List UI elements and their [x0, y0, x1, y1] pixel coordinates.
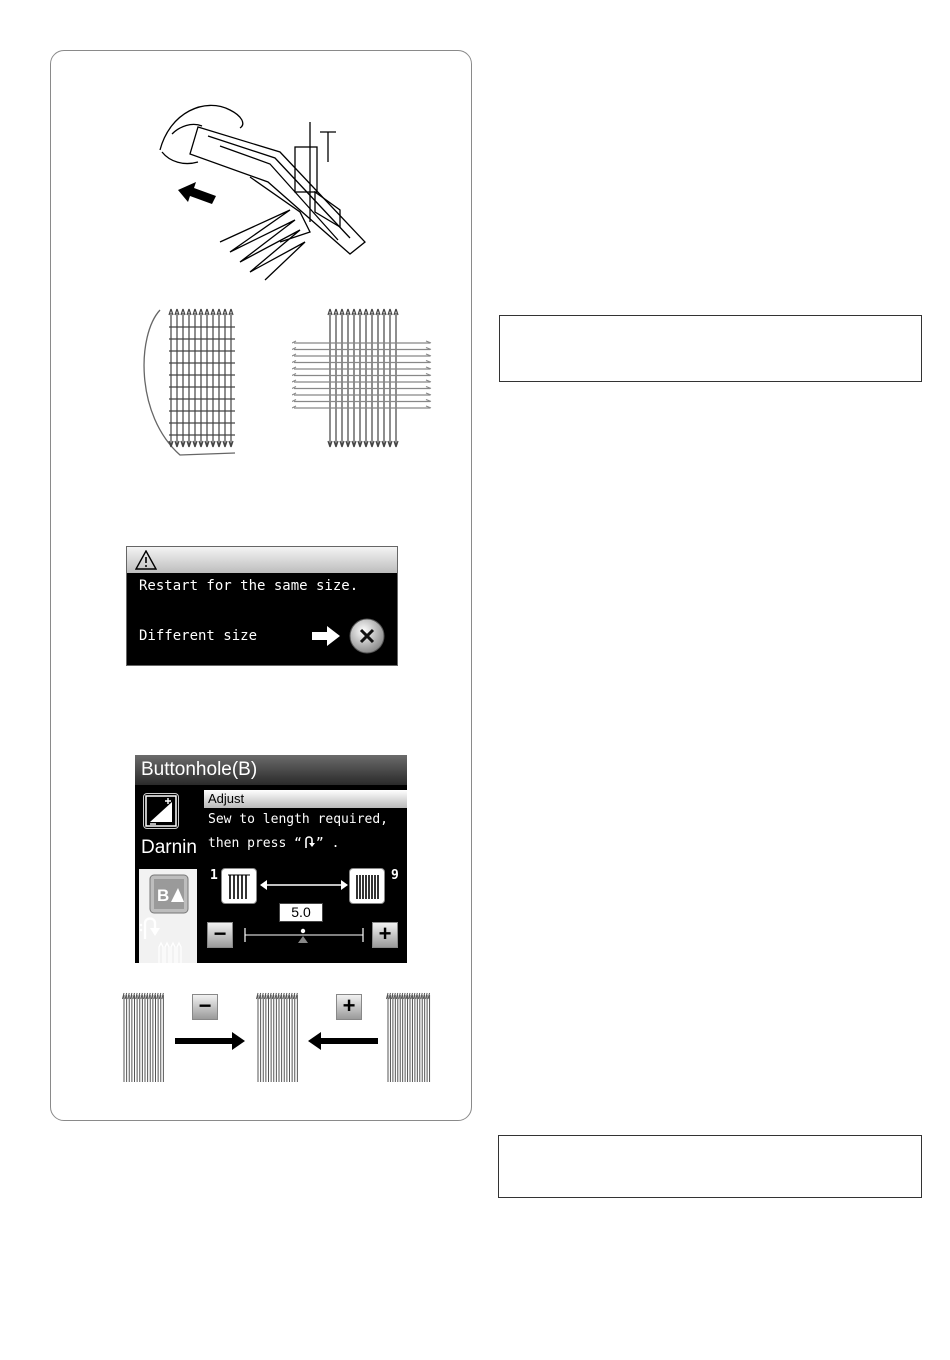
darning-stitch-single-illustration — [135, 305, 250, 465]
arrow-right-icon — [175, 1032, 245, 1050]
close-icon[interactable] — [348, 617, 386, 655]
plus-button[interactable]: + — [372, 922, 398, 948]
stitch-adjust-example — [120, 990, 435, 1085]
buttonhole-b-icon — [149, 874, 189, 914]
scale-min-label: 1 — [210, 868, 218, 883]
stitch-density-icon — [157, 939, 183, 963]
buttonhole-adjust-dialog — [135, 755, 407, 963]
instruction-line-1: Sew to length required, — [208, 812, 389, 827]
instruction-line-2-end: ” . — [315, 836, 340, 851]
sparse-stitch-button — [221, 868, 257, 904]
restart-same-size-text: Restart for the same size. — [139, 578, 359, 594]
note-box-bottom — [498, 1135, 922, 1198]
example-minus-button: − — [192, 994, 218, 1020]
reverse-button-inline-icon — [302, 835, 316, 849]
dialog-header — [127, 547, 397, 573]
note-box-top — [499, 315, 922, 382]
value-slider[interactable] — [243, 925, 365, 945]
scale-max-label: 9 — [391, 868, 399, 883]
adjust-header: Adjust — [204, 790, 407, 808]
instruction-line-2 — [208, 835, 339, 851]
darning-stitch-cross-illustration — [292, 305, 432, 460]
arrow-left-icon — [308, 1032, 378, 1050]
svg-text:B: B — [157, 886, 170, 905]
darning-label: Darnin — [141, 837, 197, 858]
length-adjust-icon — [144, 794, 178, 828]
minus-button[interactable]: − — [207, 922, 233, 948]
range-arrow-icon — [259, 879, 349, 891]
instruction-line-2-text: then press “ — [208, 836, 302, 851]
dense-stitch-icon — [350, 869, 384, 903]
sparse-stitch-icon — [222, 869, 256, 903]
restart-warning-dialog — [126, 546, 398, 666]
different-size-text: Different size — [139, 628, 258, 644]
example-plus-button: + — [336, 994, 362, 1020]
arrow-right-icon — [311, 625, 341, 647]
darning-foot-illustration — [150, 92, 375, 282]
dialog-title: Buttonhole(B) — [135, 755, 407, 785]
warning-icon — [135, 550, 157, 570]
length-adjust-button[interactable] — [143, 793, 179, 829]
reverse-icon — [139, 915, 161, 941]
value-display: 5.0 — [279, 903, 323, 922]
dense-stitch-button — [349, 868, 385, 904]
